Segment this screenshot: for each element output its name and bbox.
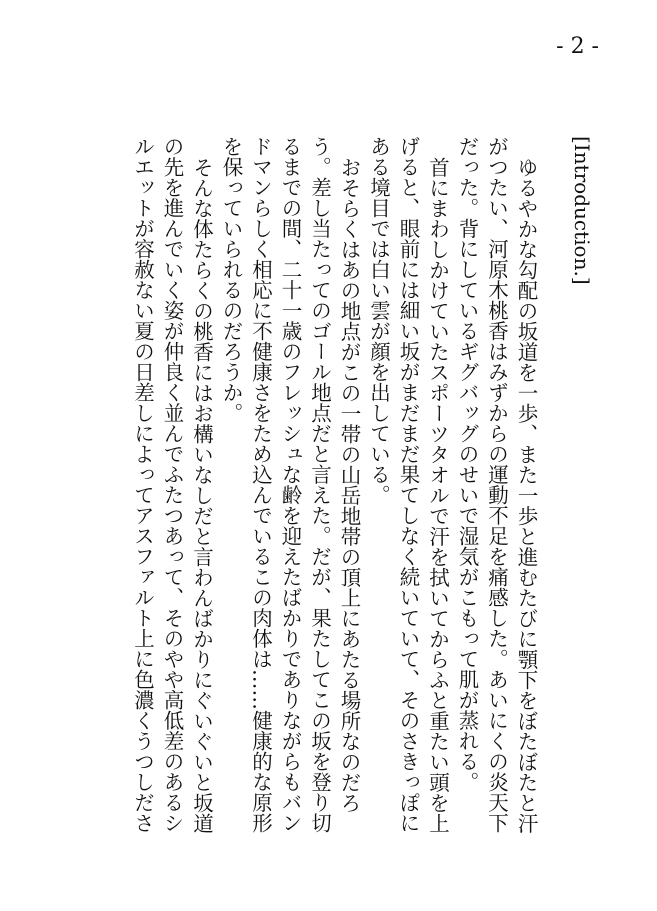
body-text (120, 136, 540, 836)
paragraph-3: おそらくはあの地点がこの一帯の山岳地帯の頂上にあたる場所なのだろう。差し当たってのゴール地点だと言えた。だが、果たしてこの坂を登り切るまでの間、二十一歳のフレッシュな齢を迎えたばかりでありながらもバンドマンらしく相応に不健康さをため込んでいるこの肉体は……健康的な原形を保っていられるのだろうか。 (219, 136, 361, 833)
paragraph-2: 首にまわしかけていたスポーツタオルで汗を拭いてからふと重たい頭を上げると、眼前には細い坂がまだまだ果てしなく続いていて、そのさきっぽにある境目では白い雲が顔を出している。 (366, 136, 450, 833)
paragraph-4: そんな体たらくの桃香にはお構いなしだと言わんばかりにぐいぐいと坂道の先を進んでいく姿が仲良く並んでふたつあって、そのやや高低差のあるシルエットが容赦ない夏の日差しによってアスファルト上に色濃くうつしださ (130, 136, 214, 833)
page-number: - 2 - (556, 34, 599, 59)
paragraph-1: ゆるやかな勾配の坂道を一歩、また一歩と進むたびに顎下をぼたぼたと汗がつたい、河原木桃香はみずからの運動不足を痛感した。あいにくの炎天下だった。背にしているギグバッグのせいで湿気がこもって肌が蒸れる。 (455, 136, 538, 833)
chapter-title: [Introduction.] (570, 136, 594, 285)
